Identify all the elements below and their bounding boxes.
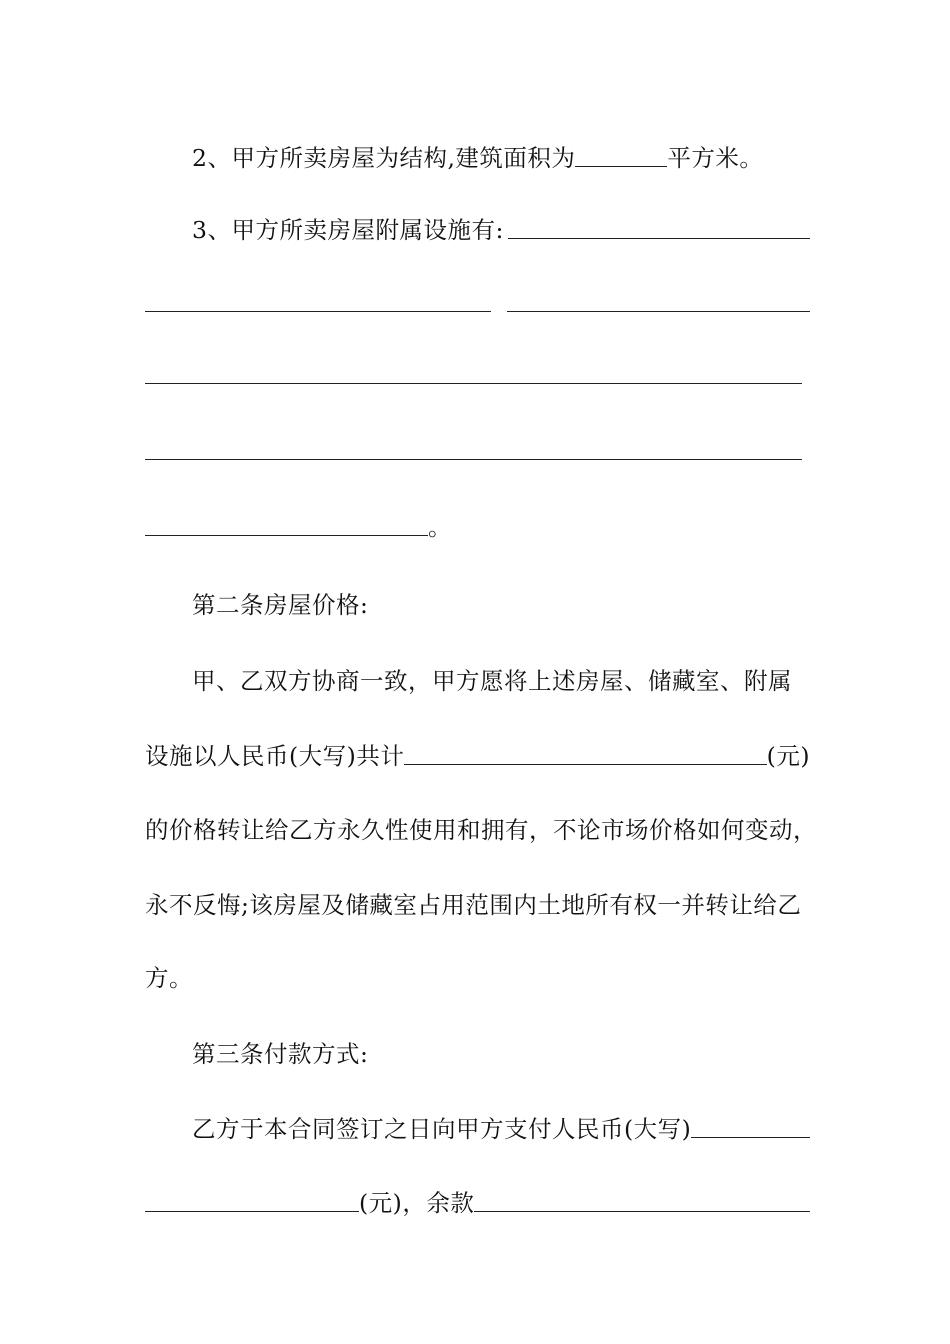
article-2-para-line-2: 设施以人民币(大写)共计 (元) bbox=[145, 741, 810, 770]
article-2-para-line-5: 方。 bbox=[145, 963, 193, 992]
payment-blank-1[interactable] bbox=[691, 1136, 810, 1138]
facilities-line-4 bbox=[145, 429, 810, 463]
article-2-para-line-4: 永不反悔;该房屋及储藏室占用范围内土地所有权一并转让给乙 bbox=[145, 890, 802, 919]
facilities-line-5 bbox=[145, 505, 810, 539]
article-2-heading: 第二条房屋价格: bbox=[192, 590, 369, 619]
article-3-para-line-1: 乙方于本合同签订之日向甲方支付人民币(大写) bbox=[192, 1107, 810, 1141]
article-2-para-line-3: 的价格转让给乙方永久性使用和拥有，不论市场价格如何变动， bbox=[145, 815, 817, 844]
facilities-blank-1[interactable] bbox=[508, 237, 810, 239]
facilities-blank-3[interactable] bbox=[507, 310, 810, 312]
facilities-blank-2[interactable] bbox=[145, 310, 491, 312]
facilities-blank-5[interactable] bbox=[145, 458, 802, 460]
article-3-para-line-2: (元)，余款 bbox=[145, 1181, 810, 1215]
payment-blank-2[interactable] bbox=[145, 1210, 359, 1212]
facilities-blank-4[interactable] bbox=[145, 382, 802, 384]
clause-item-3 bbox=[192, 208, 810, 242]
clause-item-2-text-b: 平方米。 bbox=[667, 143, 764, 172]
area-blank[interactable] bbox=[575, 165, 667, 167]
balance-blank[interactable] bbox=[474, 1210, 810, 1212]
clause-item-3-text: 3、甲方所卖房屋附属设施有: bbox=[192, 215, 504, 244]
article-3-heading: 第三条付款方式: bbox=[192, 1039, 369, 1068]
price-blank[interactable] bbox=[404, 763, 766, 765]
clause-item-2-text-a: 2、甲方所卖房屋为结构,建筑面积为 bbox=[192, 143, 576, 172]
facilities-end: 。 bbox=[428, 512, 452, 541]
clause-item-2 bbox=[192, 136, 810, 170]
facilities-blank-6[interactable] bbox=[145, 534, 428, 536]
facilities-line-2 bbox=[145, 281, 810, 315]
article-2-para-line-1: 甲、乙双方协商一致，甲方愿将上述房屋、储藏室、附属 bbox=[192, 666, 792, 695]
facilities-line-3 bbox=[145, 353, 810, 387]
